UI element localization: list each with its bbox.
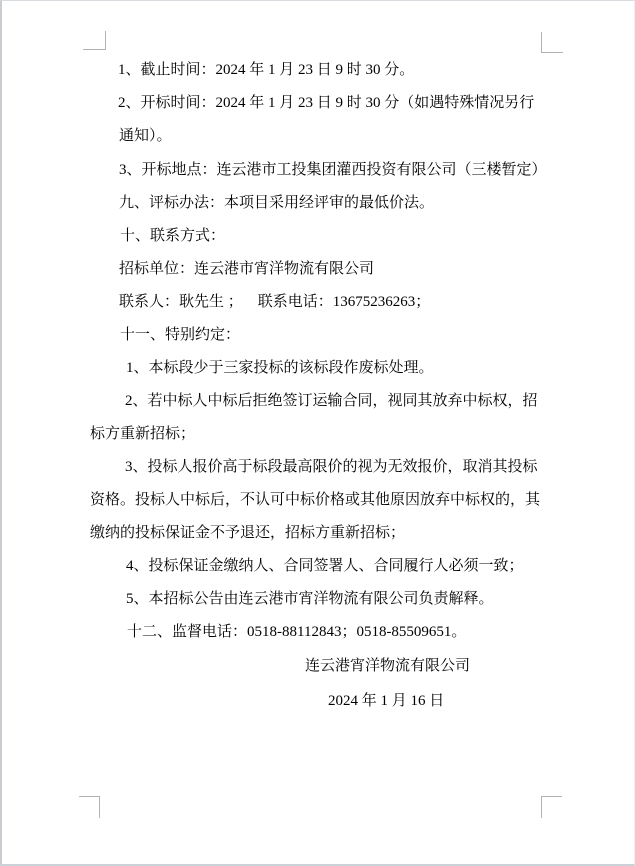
line-special-term-1: 1、本标段少于三家投标的该标段作废标处理。 [126,360,434,376]
margin-crop-mark-top-left [83,31,106,50]
line-signature-date: 2024 年 1 月 16 日 [328,693,445,709]
margin-crop-mark-bottom-left [79,796,100,818]
line-evaluation-method: 九、评标办法：本项目采用经评审的最低价法。 [119,195,435,211]
line-special-term-5: 5、本招标公告由连云港市宵洋物流有限公司负责解释。 [126,591,494,607]
line-contact-person-phone: 联系人：耿先生 ； 联系电话：13675236263； [119,294,431,310]
line-bid-opening-time-cont: 通知）。 [119,128,172,144]
line-contact-heading: 十、联系方式： [120,228,226,244]
line-bid-opening-time: 2、开标时间：2024 年 1 月 23 日 9 时 30 分（如遇特殊情况另行 [118,95,535,111]
margin-crop-mark-top-right [541,32,563,53]
margin-crop-mark-bottom-right [541,796,562,818]
line-supervision-phone: 十二、监督电话：0518-88112843；0518-85509651。 [127,624,467,640]
line-bid-opening-place: 3、开标地点：连云港市工投集团灌西投资有限公司（三楼暂定） [119,162,547,178]
line-special-term-2-cont: 标方重新招标； [90,426,196,442]
line-special-terms-heading: 十一、特别约定： [120,327,241,343]
line-special-term-3-cont-2: 缴纳的投标保证金不予退还，招标方重新招标； [90,525,406,541]
line-company-signature: 连云港宵洋物流有限公司 [305,658,471,674]
line-tender-unit: 招标单位：连云港市宵洋物流有限公司 [119,261,375,277]
line-special-term-3-cont-1: 资格。投标人中标后，不认可中标价格或其他原因放弃中标权的，其 [90,492,541,508]
line-deadline-time: 1、截止时间：2024 年 1 月 23 日 9 时 30 分。 [118,62,415,78]
line-special-term-3: 3、投标人报价高于标段最高限价的视为无效报价，取消其投标 [125,459,538,475]
line-special-term-2: 2、若中标人中标后拒绝签订运输合同，视同其放弃中标权，招 [125,393,538,409]
line-special-term-4: 4、投标保证金缴纳人、合同签署人、合同履行人必须一致； [126,558,524,574]
